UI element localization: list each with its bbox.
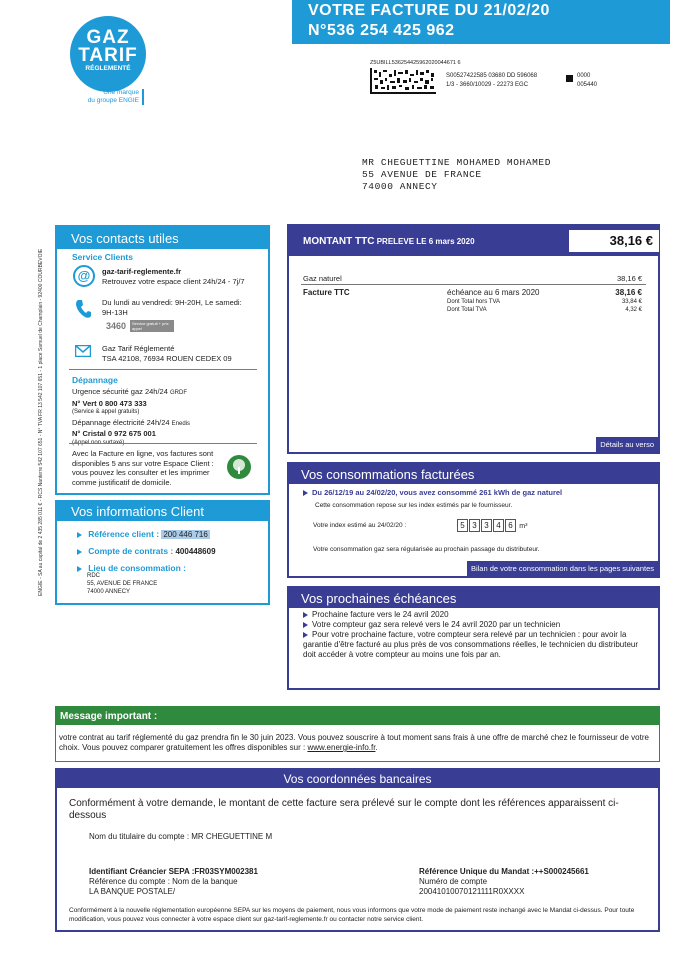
- client-reference: Référence client : 200 446 716: [77, 526, 216, 543]
- next-deadlines-panel: [287, 586, 660, 690]
- details-link[interactable]: Détails au verso: [596, 437, 658, 452]
- consumption-period: Du 26/12/19 au 24/02/20, vous avez consommé 261 kWh de gaz naturel: [303, 488, 562, 497]
- contract-account: Compte de contrats : 400448609: [77, 543, 216, 560]
- tree-icon: [227, 455, 251, 479]
- consumption-site-address: RDC 55, AVENUE DE FRANCE 74000 ANNECY: [87, 573, 158, 595]
- phone-icon: [75, 299, 91, 319]
- creditor-info: Identifiant Créancier SEPA :FR03SYM002381 Référence du compte : Nom de la banque LA BANQUE POSTALE/: [89, 867, 258, 896]
- next-deadlines-list: Prochaine facture vers le 24 avril 2020 Votre compteur gaz sera relevé vers le 24 avril 2020 par un technicien Pour votre prochaine facture, votre compteur sera relevé par un technicien : pour avoir la garantie d'être facturé au plus près de vos consommations réelles, le technicien du distributeur doit accéder à votre compteur au moins une fois par an.: [303, 610, 648, 660]
- online-invoice-note: Avec la Facture en ligne, vos factures sont disponibles 5 ans sur votre Espace Client : vous pouvez les consulter et les imprimer comme justificatif de domicile.: [72, 449, 214, 487]
- at-sign-icon: @: [73, 265, 95, 287]
- divider: [69, 443, 257, 444]
- contacts-panel: Vos contacts utiles Service Clients @ gaz-tarif-reglemente.fr Retrouvez votre espace client 24h/24 - 7j/7 Du lundi au vendredi: 9H-20H, Le samedi: 9H-13H 3460 Service gratuit + prix appel Gaz Tarif Réglementé TSA 42108, 76934 ROUEN CEDEX 09 Dépannage Urgence sécurité gaz 24h/24 GRDF N° Vert 0 800 473 333 (Service & appel gratuits) Dépannage électricité 24h/24 Enedis N° Cristal 0 972 675 001 (Appel non surtaxé) Avec la Facture en ligne, vos factures sont disponibles 5 ans sur votre Espace Client : vous pouvez les consulter et les imprimer comme justificatif de domicile.: [55, 225, 270, 495]
- consumption-title: Vos consommations facturées: [289, 464, 658, 484]
- phone-number: 3460: [106, 321, 127, 331]
- consumption-panel: Vos consommations facturées Du 26/12/19 au 24/02/20, vous avez consommé 261 kWh de gaz naturel Cette consommation repose sur les index estimés par le fournisseur. Votre index estimé au 24/02/20 : 5 3 3 4 6 m³ Votre consommation gaz sera régularisée au prochain passage du distributeur. Bilan de votre consommation dans les pages suivantes: [287, 462, 660, 578]
- contacts-title: Vos contacts utiles: [57, 227, 268, 249]
- invoice-header: [292, 0, 670, 44]
- website-link[interactable]: gaz-tarif-reglemente.fr: [102, 267, 182, 276]
- sepa-footer-note: Conformément à la nouvelle réglementation européenne SEPA sur les moyens de paiement, nous vous informons que votre mode de paiement reste inchangé avec le Mandat ci-dessus. Pour toute modification, vous pouvez vous connecter à votre espace client sur gaz-tarif-reglemente.fr ou contacter notre service client.: [69, 907, 635, 923]
- black-square-mark: [566, 75, 573, 82]
- important-message-title: Message important :: [56, 707, 659, 725]
- depannage-heading: Dépannage: [72, 375, 118, 385]
- opening-hours: Du lundi au vendredi: 9H-20H, Le samedi: 9H-13H: [102, 298, 242, 317]
- barcode-code: Z5UBILL536254425962020044671 6: [370, 60, 461, 66]
- mail-icon: [75, 345, 91, 357]
- postal-address: Gaz Tarif Réglementé TSA 42108, 76934 ROUEN CEDEX 09: [102, 344, 232, 363]
- logo-tagline: Une marque du groupe ENGIE: [84, 89, 144, 105]
- bank-details-panel: [55, 768, 660, 932]
- amount-header: MONTANT TTC PRELEVE LE 6 mars 2020: [289, 226, 658, 256]
- mandate-info: Référence Unique du Mandat :++S000245661 Numéro de compte 20041010070121111R0XXXX: [419, 867, 589, 896]
- invoice-number: N°536 254 425 962: [308, 22, 455, 39]
- amount-panel: MONTANT TTC PRELEVE LE 6 mars 2020 38,16 € Gaz naturel 38,16 € Facture TTC échéance au 6 mars 2020 38,16 € Dont Total hors TVA 33,84 € Dont Total TVA 4,32 € Détails au verso: [287, 224, 660, 454]
- bank-intro: Conformément à votre demande, le montant de cette facture sera prélevé sur le compte dont les références apparaissent ci-dessous: [69, 798, 619, 821]
- recipient-address: MR CHEGUETTINE MOHAMED MOHAMED 55 AVENUE DE FRANCE 74000 ANNECY: [362, 157, 552, 192]
- next-deadlines-title: Vos prochaines échéances: [289, 588, 658, 608]
- divider: [69, 369, 257, 370]
- important-message-text: votre contrat au tarif réglementé du gaz prendra fin le 30 juin 2023. Vous pouvez souscrire à tout moment sans frais à une offre de marché chez le fournisseur de votre choix. Vous pouvez comparer gratuitement les offres disponibles sur : www.energie-info.fr.: [59, 733, 649, 752]
- client-info-title: Vos informations Client: [57, 502, 268, 521]
- side-legal-text: ENGIE - SA au capital de 2 435 285 011 € - RCS Nanterre 542 107 651 - N° TVA FR 13 542 107 651 - 1 place Samuel de Champlain - 92400 COURBEVOIE: [38, 248, 44, 596]
- consumption-report-link[interactable]: Bilan de votre consommation dans les pages suivantes: [467, 561, 658, 576]
- divider: [301, 284, 646, 285]
- barcode-refs: S00527422585 03680 DD 596068 1/3 - 3660/10029 - 22273 EGC: [446, 73, 538, 88]
- gaz-tarif-logo: GAZ TARIF RÉGLEMENTÉ: [70, 16, 146, 92]
- service-clients-heading: Service Clients: [72, 252, 133, 262]
- meter-index: 5 3 3 4 6 m³: [457, 519, 527, 532]
- important-message-panel: [55, 706, 660, 762]
- free-service-badge: Service gratuit + prix appel: [130, 320, 174, 332]
- total-amount: 38,16 €: [569, 230, 659, 252]
- barcode-right-codes: 0000 005440: [577, 73, 598, 88]
- datamatrix-barcode: [370, 68, 436, 94]
- consumption-site-label: Lieu de consommation :: [77, 560, 216, 577]
- account-holder: Nom du titulaire du compte : MR CHEGUETTINE M: [89, 832, 273, 841]
- bank-details-title: Vos coordonnées bancaires: [57, 770, 658, 788]
- energie-info-link[interactable]: www.energie-info.fr: [307, 743, 376, 752]
- invoice-date-title: VOTRE FACTURE DU 21/02/20: [308, 2, 550, 19]
- emergency-numbers: Urgence sécurité gaz 24h/24 GRDF N° Vert 0 800 473 333 (Service & appel gratuits) Dépannage électricité 24h/24 Enedis N° Cristal 0 972 675 001 (Appel non surtaxé): [72, 387, 191, 446]
- client-info-panel: [55, 500, 270, 605]
